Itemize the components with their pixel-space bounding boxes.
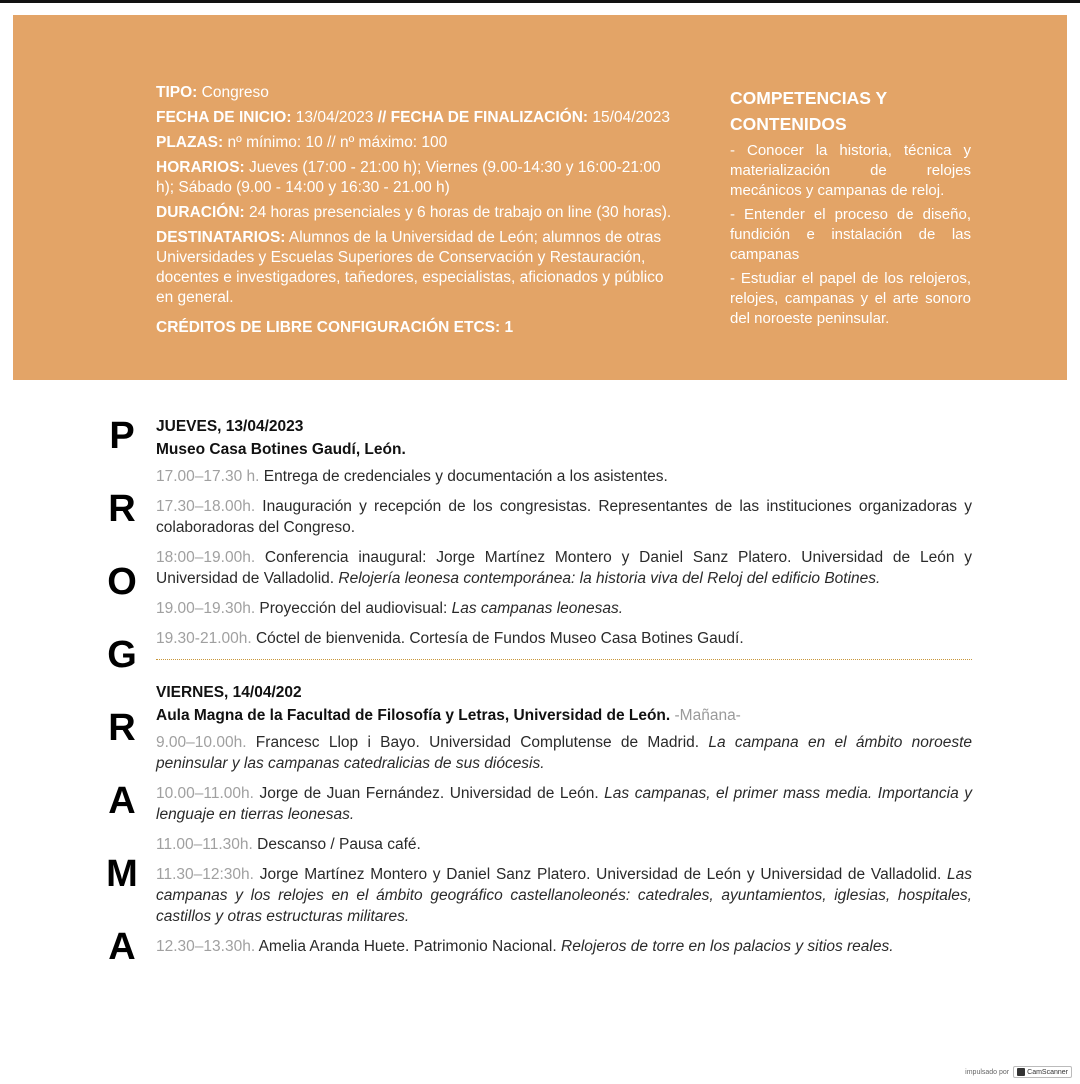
plazas-row: PLAZAS: nº mínimo: 10 // nº máximo: 100 xyxy=(156,134,448,151)
shift-label: -Mañana- xyxy=(670,707,741,724)
horarios-row: HORARIOS: Jueves (17:00 - 21:00 h); Viernes (9.00-14:30 y 16:00-21:00 h); Sábado (9.00 - 14:00 y 16:30 - 21.00 h) xyxy=(156,159,661,196)
programa-letter: R xyxy=(108,707,136,749)
venue: Museo Casa Botines Gaudí, León. xyxy=(156,441,406,458)
programa-letter: M xyxy=(106,853,138,895)
programa-letter: P xyxy=(109,415,135,457)
impulsado-label: impulsado por xyxy=(965,1068,1010,1076)
tipo-row: TIPO: Congreso xyxy=(156,84,269,101)
day-friday xyxy=(156,681,972,966)
day-title: VIERNES, 14/04/202 xyxy=(156,684,302,701)
competencia-item: - Estudiar el papel de los relojeros, relojes, campanas y el arte sonoro del noroeste peninsular. xyxy=(730,270,971,327)
day-thursday xyxy=(156,415,972,658)
schedule-item: 19.30-21.00h. Cóctel de bienvenida. Cortesía de Fundos Museo Casa Botines Gaudí. xyxy=(156,630,744,647)
schedule-item: 10.00–11.00h. Jorge de Juan Fernández. Universidad de León. Las campanas, el primer mass media. Importancia y lenguaje en tierras leonesas. xyxy=(156,785,972,823)
competencia-item: - Conocer la historia, técnica y materialización de relojes mecánicos y campanas de reloj. xyxy=(730,142,971,199)
schedule-item: 11.00–11.30h. Descanso / Pausa café. xyxy=(156,836,421,853)
section-divider xyxy=(156,659,972,660)
competencias-block xyxy=(730,85,971,333)
day-title: JUEVES, 13/04/2023 xyxy=(156,418,304,435)
camscanner-badge xyxy=(1013,1066,1072,1078)
competencias-title: COMPETENCIAS Y CONTENIDOS xyxy=(730,88,887,134)
creditos-row: CRÉDITOS DE LIBRE CONFIGURACIÓN ETCS: 1 xyxy=(156,319,514,336)
schedule-item: 18:00–19.00h. Conferencia inaugural: Jorge Martínez Montero y Daniel Sanz Platero. Universidad de León y Universidad de Valladolid. Relojería leonesa contemporánea: la historia viva del Reloj del edificio Botines. xyxy=(156,549,972,587)
destinatarios-row: DESTINATARIOS: Alumnos de la Universidad de León; alumnos de otras Universidades y Escuelas Superiores de Conservación y Restauración, docentes e investigadores, tañedores, especialistas, aficionados y público en general. xyxy=(156,229,664,306)
programa-letter: O xyxy=(107,561,137,603)
fechas-row: FECHA DE INICIO: 13/04/2023 // FECHA DE FINALIZACIÓN: 15/04/2023 xyxy=(156,109,670,126)
camscanner-icon xyxy=(1017,1068,1025,1076)
duracion-row: DURACIÓN: 24 horas presenciales y 6 horas de trabajo on line (30 horas). xyxy=(156,204,672,221)
programa-letter: A xyxy=(108,926,136,968)
programa-letter: G xyxy=(107,634,137,676)
venue: Aula Magna de la Facultad de Filosofía y Letras, Universidad de León. -Mañana- xyxy=(156,707,741,724)
event-info xyxy=(156,83,676,343)
scanner-watermark xyxy=(965,1066,1072,1078)
camscanner-label: CamScanner xyxy=(1027,1068,1068,1076)
programa-letter: A xyxy=(108,780,136,822)
schedule-item: 17.30–18.00h. Inauguración y recepción de los congresistas. Representantes de las instituciones organizadoras y colaboradoras del Congreso. xyxy=(156,498,972,536)
schedule-item: 17.00–17.30 h. Entrega de credenciales y documentación a los asistentes. xyxy=(156,468,668,485)
top-border xyxy=(0,0,1080,3)
programa-letter: R xyxy=(108,488,136,530)
schedule-item: 9.00–10.00h. Francesc Llop i Bayo. Universidad Complutense de Madrid. La campana en el ámbito noroeste peninsular y las campanas catedralicias de sus diócesis. xyxy=(156,734,972,772)
schedule-item: 19.00–19.30h. Proyección del audiovisual: Las campanas leonesas. xyxy=(156,600,624,617)
competencia-item: - Entender el proceso de diseño, fundición e instalación de las campanas xyxy=(730,206,971,263)
schedule-item: 12.30–13.30h. Amelia Aranda Huete. Patrimonio Nacional. Relojeros de torre en los palacios y sitios reales. xyxy=(156,938,894,955)
schedule-item: 11.30–12:30h. Jorge Martínez Montero y Daniel Sanz Platero. Universidad de León y Universidad de Valladolid. Las campanas y los relojes en el ámbito geográfico castellanoleonés: catedrales, ayuntamientos, iglesias, hospitales, castillos y otras estructuras militares. xyxy=(156,866,972,925)
info-banner xyxy=(13,15,1067,380)
